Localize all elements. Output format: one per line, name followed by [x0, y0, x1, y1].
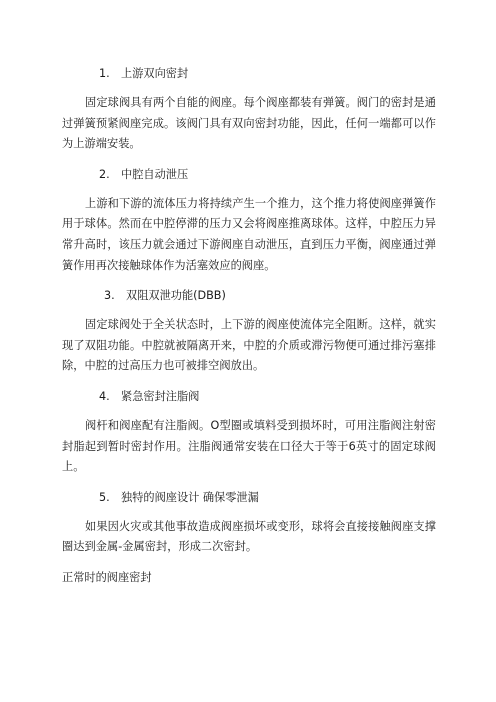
section-paragraph-1: 固定球阀具有两个自能的阀座。每个阀座都装有弹簧。阀门的密封是通过弹簧预紧阀座完成。该阀门具有双向密封功能，因此，任何一端都可以作为上游端安装。	[62, 96, 436, 151]
section-paragraph-5: 如果因火灾或其他事故造成阀座损坏或变形，球将会直接接触阀座支撑圈达到金属-金属密封，形成二次密封。	[62, 519, 436, 554]
section-number: 1.	[99, 67, 110, 80]
section-title: 中腔自动泄压	[121, 167, 189, 181]
section-heading-5	[62, 488, 436, 517]
section-heading-1	[62, 64, 436, 93]
section-heading-4	[62, 387, 436, 416]
section-number: 5.	[99, 490, 110, 504]
section-heading-3	[62, 286, 436, 315]
section-number: 3.	[104, 289, 115, 303]
document-body	[62, 64, 436, 589]
section-paragraph-3: 固定球阀处于全关状态时，上下游的阀座使流体完全阻断。这样，就实现了双阻功能。中腔就被隔离开来，中腔的介质或滞污物便可通过排污塞排除，中腔的过高压力也可被排空阀放出。	[62, 318, 436, 373]
section-heading-2	[62, 165, 436, 194]
section-title: 上游双向密封	[121, 67, 189, 80]
section-paragraph-4: 阀杆和阀座配有注脂阀。O型圈或填料受到损坏时，可用注脂阀注射密封脂起到暂时密封作用。注脂阀通常安装在口径大于等于6英寸的固定球阀上。	[62, 418, 436, 474]
trailing-line: 正常时的阀座密封	[62, 570, 152, 584]
section-paragraph-2: 上游和下游的流体压力将持续产生一个推力，这个推力将使阀座弹簧作用于球体。然而在中腔停滞的压力又会将阀座推离球体。这样，中腔压力异常升高时，该压力就会通过下游阀座自动泄压，直到压力平衡，阀座通过弹簧作用再次接触球体作为活塞效应的阀座。	[62, 196, 436, 272]
section-title: 独特的阀座设计 确保零泄漏	[121, 490, 259, 504]
section-title: 双阻双泄功能(DBB)	[126, 289, 226, 303]
section-number: 4.	[99, 389, 110, 403]
section-title: 紧急密封注脂阀	[121, 389, 200, 403]
section-number: 2.	[99, 167, 110, 181]
